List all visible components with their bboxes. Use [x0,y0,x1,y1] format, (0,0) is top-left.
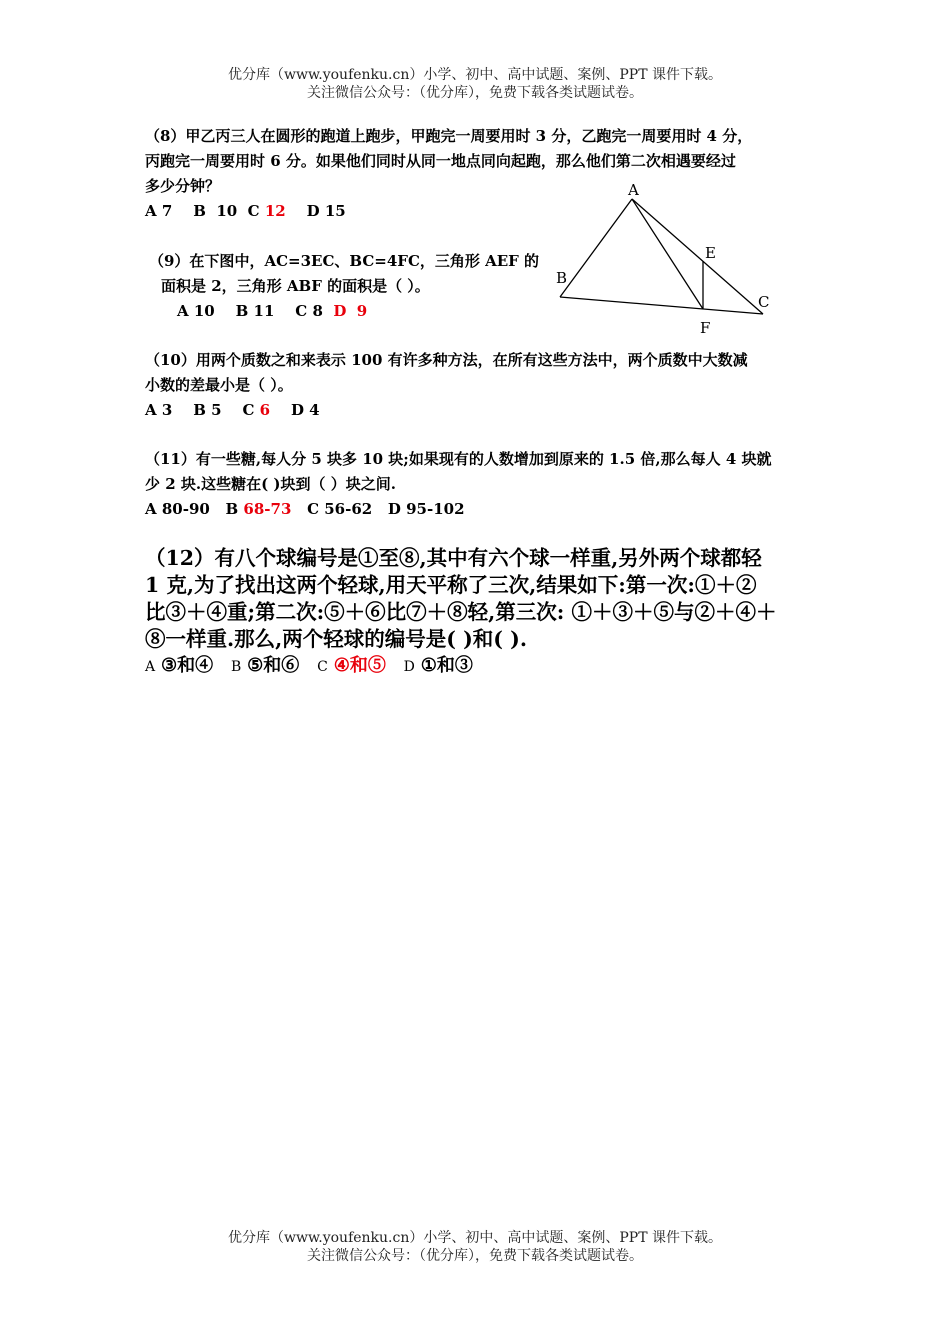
option-b-text: ⑤和⑥ [247,655,300,676]
question-11-options [145,497,810,522]
page-header [0,66,950,102]
question-12-line-4: ⑧一样重.那么,两个轻球的编号是( )和( ). [145,627,527,651]
option-d: D 15 [306,202,346,220]
segment-ac [632,199,763,314]
question-10-line-2: 小数的差最小是（ ）。 [145,376,293,394]
label-e: E [705,244,716,262]
option-b: B 10 [193,202,238,220]
option-c-answer: 12 [264,202,286,220]
segment-bc [560,297,763,314]
option-c-prefix: C [242,401,260,419]
option-a-text: ③和④ [161,655,214,676]
question-10-options [145,398,810,423]
option-a: A 80-90 [145,500,210,518]
option-d: D 4 [290,401,320,419]
question-11 [145,447,810,522]
question-10-line-1: （10）用两个质数之和来表示 100 有许多种方法，在所有这些方法中，两个质数中大数减 [145,351,748,369]
question-12-line-3: 比③＋④重;第二次:⑤＋⑥比⑦＋⑧轻,第三次: ①＋③＋⑤与②＋④＋ [145,600,777,624]
question-8-line-2: 丙跑完一周要用时 6 分。如果他们同时从同一地点同向起跑，那么他们第二次相遇要经过 [145,152,736,170]
option-c: C 56-62 [307,500,373,518]
footer-line-2: 关注微信公众号：（优分库），免费下载各类试题试卷。 [307,1248,643,1264]
question-11-line-1: （11）有一些糖,每人分 5 块多 10 块;如果现有的人数增加到原来的 1.5 倍,那么每人 4 块就 [145,450,772,468]
page-footer [0,1229,950,1265]
option-c-answer: 6 [259,401,271,419]
question-9-options [145,299,545,324]
segment-ab [560,199,632,297]
option-a-letter: A [145,659,156,675]
label-a: A [628,181,639,199]
question-12 [145,545,813,680]
question-9-line-1: （9）在下图中，AC=3EC、BC=4FC，三角形 AEF 的 [149,252,540,270]
option-d-text: ①和③ [420,655,473,676]
question-9 [145,249,545,324]
question-12-line-1: （12）有八个球编号是①至⑧,其中有六个球一样重,另外两个球都轻 [145,546,762,570]
question-9-line-2: 面积是 2，三角形 ABF 的面积是（ ）。 [161,277,430,295]
option-b: B 11 [235,302,275,320]
question-8-line-3: 多少分钟？ [145,177,221,195]
question-11-line-2: 少 2 块.这些糖在( )块到（ ）块之间. [145,475,396,493]
option-d-answer: D 9 [333,302,368,320]
option-c-answer: ④和⑤ [333,655,386,676]
option-b-prefix: B [225,500,244,518]
option-d: D 95-102 [387,500,465,518]
question-12-line-2: 1 克,为了找出这两个轻球,用天平称了三次,结果如下:第一次:①＋② [145,573,757,597]
option-a: A 3 [145,401,173,419]
label-c: C [758,293,770,311]
triangle-figure [550,178,790,338]
option-d-letter: D [403,659,415,675]
label-f: F [700,319,711,337]
option-a: A 10 [177,302,215,320]
label-b: B [556,269,568,287]
question-12-options [145,653,813,680]
option-b-answer: 68-73 [243,500,292,518]
option-b: B 5 [193,401,222,419]
option-b-letter: B [230,659,242,675]
question-8-line-1: （8）甲乙丙三人在圆形的跑道上跑步，甲跑完一周要用时 3 分，乙跑完一周要用时 4 分， [145,127,753,145]
header-line-1: 优分库（www.youfenku.cn）小学、初中、高中试题、案例、PPT 课件下载。 [227,67,722,83]
footer-line-1: 优分库（www.youfenku.cn）小学、初中、高中试题、案例、PPT 课件下载。 [227,1230,722,1246]
option-c-letter: C [317,659,328,675]
question-10 [145,348,810,423]
option-c-prefix: C [247,202,265,220]
option-a: A 7 [145,202,173,220]
segment-af [632,199,703,309]
option-c: C 8 [295,302,323,320]
header-line-2: 关注微信公众号：（优分库），免费下载各类试题试卷。 [307,85,643,101]
